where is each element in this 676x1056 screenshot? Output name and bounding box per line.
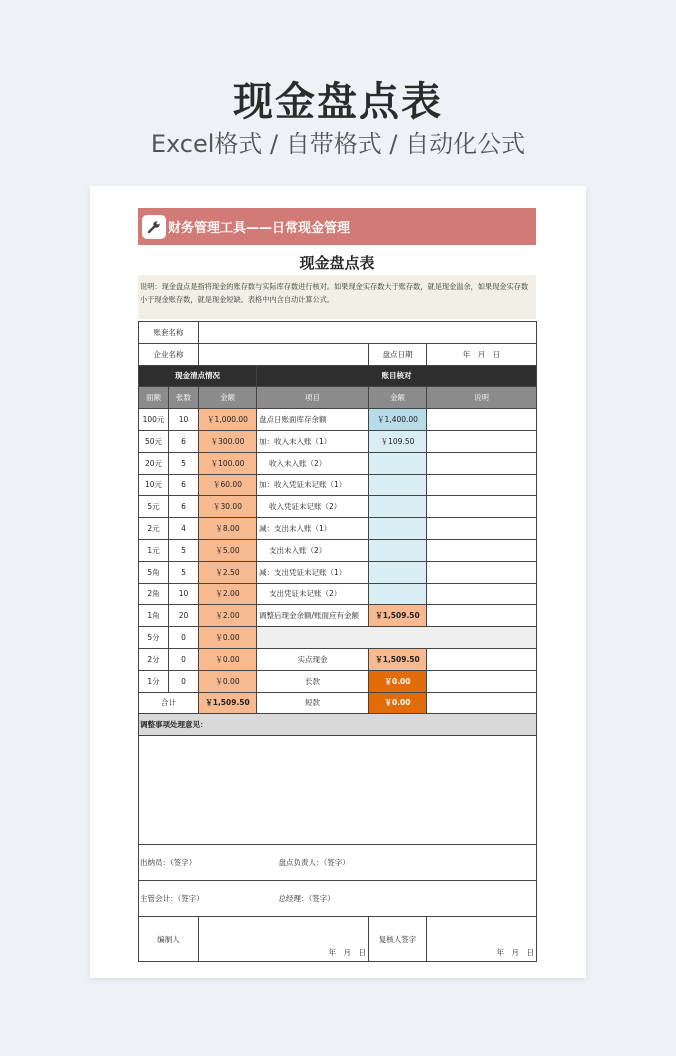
count-cell[interactable]: 0 <box>169 627 199 649</box>
count-cell[interactable]: 10 <box>169 583 199 605</box>
col-amount: 金额 <box>199 387 257 409</box>
wrench-icon <box>142 215 166 239</box>
table-row <box>139 627 537 649</box>
reconcile-amount-cell[interactable] <box>369 561 427 583</box>
denomination-cell: 1分 <box>139 670 169 692</box>
hero-title: 现金盘点表 <box>233 79 443 125</box>
reconcile-amount-cell[interactable] <box>369 452 427 474</box>
col-count: 张数 <box>169 387 199 409</box>
short-label: 短款 <box>257 692 369 714</box>
count-cell[interactable]: 6 <box>169 474 199 496</box>
denomination-cell: 100元 <box>139 409 169 431</box>
reconcile-amount-cell[interactable]: ￥1,509.50 <box>369 648 427 670</box>
count-cell[interactable]: 5 <box>169 539 199 561</box>
table-row <box>139 605 537 627</box>
reconcile-amount-cell[interactable]: ￥0.00 <box>369 670 427 692</box>
table-row <box>139 474 537 496</box>
opinion-label: 调整事项处理意见： <box>139 714 537 736</box>
reconcile-amount-cell[interactable]: ￥1,400.00 <box>369 409 427 431</box>
section-reconcile: 账目核对 <box>257 365 537 387</box>
total-label: 合计 <box>139 692 199 714</box>
amount-cell: ￥0.00 <box>199 648 257 670</box>
item-cell: 加：收入凭证未记账（1） <box>257 474 369 496</box>
amount-cell: ￥1,000.00 <box>199 409 257 431</box>
blank-cell <box>257 627 537 649</box>
table-row <box>139 539 537 561</box>
amount-cell: ￥5.00 <box>199 539 257 561</box>
date-value[interactable]: 年 月 日 <box>427 343 537 365</box>
col-amount2: 金额 <box>369 387 427 409</box>
reconcile-amount-cell[interactable] <box>369 518 427 540</box>
remark-cell[interactable] <box>427 496 537 518</box>
col-remark: 说明 <box>427 387 537 409</box>
count-cell[interactable]: 10 <box>169 409 199 431</box>
amount-cell: ￥0.00 <box>199 670 257 692</box>
preparer-date[interactable]: 年 月 日 <box>199 917 369 962</box>
doc-title: 现金盘点表 <box>299 254 375 272</box>
denomination-cell: 1元 <box>139 539 169 561</box>
count-cell[interactable]: 5 <box>169 561 199 583</box>
denomination-cell: 2分 <box>139 648 169 670</box>
remark-cell[interactable] <box>427 430 537 452</box>
denomination-cell: 2角 <box>139 583 169 605</box>
account-label: 账套名称 <box>139 322 199 344</box>
denomination-cell: 5分 <box>139 627 169 649</box>
denomination-cell: 2元 <box>139 518 169 540</box>
item-cell: 收入未入账（2） <box>257 452 369 474</box>
denomination-cell: 1角 <box>139 605 169 627</box>
amount-cell: ￥2.00 <box>199 605 257 627</box>
count-cell[interactable]: 0 <box>169 648 199 670</box>
banner-text: 财务管理工具——日常现金管理 <box>168 221 351 236</box>
reviewer-label: 复核人签字 <box>369 917 427 962</box>
table-row <box>139 583 537 605</box>
company-value[interactable] <box>199 343 369 365</box>
amount-cell: ￥30.00 <box>199 496 257 518</box>
amount-cell: ￥2.00 <box>199 583 257 605</box>
remark-cell[interactable] <box>427 409 537 431</box>
remark-cell[interactable] <box>427 648 537 670</box>
hero-subtitle: Excel格式 / 自带格式 / 自动化公式 <box>150 130 526 158</box>
amount-cell: ￥300.00 <box>199 430 257 452</box>
reconcile-amount-cell[interactable]: ￥109.50 <box>369 430 427 452</box>
remark-cell[interactable] <box>427 561 537 583</box>
remark-cell[interactable] <box>427 518 537 540</box>
banner <box>138 208 536 245</box>
short-amount: ￥0.00 <box>369 692 427 714</box>
denomination-cell: 20元 <box>139 452 169 474</box>
reviewer-date[interactable]: 年 月 日 <box>427 917 537 962</box>
count-cell[interactable]: 0 <box>169 670 199 692</box>
item-cell: 支出凭证未记账（2） <box>257 583 369 605</box>
table-row <box>139 409 537 431</box>
note: 说明：现金盘点是指将现金的账存数与实际库存数进行核对。如果现金实存数大于账存数，就是现金溢余，如果现金实存数小于现金账存数，就是现金短缺。表格中内含自动计算公式。 <box>138 275 536 319</box>
company-label: 企业名称 <box>139 343 199 365</box>
amount-cell: ￥100.00 <box>199 452 257 474</box>
total-amount: ￥1,509.50 <box>199 692 257 714</box>
preparer-label: 编制人 <box>139 917 199 962</box>
table-row <box>139 518 537 540</box>
denomination-cell: 50元 <box>139 430 169 452</box>
reconcile-amount-cell[interactable] <box>369 539 427 561</box>
count-cell[interactable]: 6 <box>169 496 199 518</box>
item-cell: 收入凭证未记账（2） <box>257 496 369 518</box>
denomination-cell: 5元 <box>139 496 169 518</box>
count-cell[interactable]: 6 <box>169 430 199 452</box>
denomination-cell: 5角 <box>139 561 169 583</box>
col-item: 项目 <box>257 387 369 409</box>
remark-cell[interactable] <box>427 474 537 496</box>
amount-cell: ￥8.00 <box>199 518 257 540</box>
remark-cell[interactable] <box>427 452 537 474</box>
item-cell: 支出未入账（2） <box>257 539 369 561</box>
item-cell: 盘点日账面库存余额 <box>257 409 369 431</box>
remark-cell[interactable] <box>427 670 537 692</box>
cashier-sign[interactable]: 出纳员：（签字） <box>139 845 257 881</box>
col-denomination: 面额 <box>139 387 169 409</box>
short-remark[interactable] <box>427 692 537 714</box>
item-cell: 实点现金 <box>257 648 369 670</box>
table-row <box>139 648 537 670</box>
remark-cell[interactable] <box>427 605 537 627</box>
amount-cell: ￥0.00 <box>199 627 257 649</box>
item-cell: 减：支出未入账（1） <box>257 518 369 540</box>
reconcile-amount-cell[interactable] <box>369 583 427 605</box>
opinion-area[interactable] <box>139 736 537 845</box>
item-cell: 加：收入未入账（1） <box>257 430 369 452</box>
count-cell[interactable]: 5 <box>169 452 199 474</box>
document-preview <box>90 186 586 978</box>
item-cell: 长款 <box>257 670 369 692</box>
amount-cell: ￥2.50 <box>199 561 257 583</box>
reconcile-amount-cell[interactable]: ￥1,509.50 <box>369 605 427 627</box>
count-cell[interactable]: 4 <box>169 518 199 540</box>
table-row <box>139 430 537 452</box>
amount-cell: ￥60.00 <box>199 474 257 496</box>
cash-count-table <box>138 321 537 962</box>
manager-sign[interactable]: 总经理：（签字） <box>257 881 537 917</box>
table-row <box>139 561 537 583</box>
item-cell: 调整后现金余额/账面应有金额 <box>257 605 369 627</box>
account-value[interactable] <box>199 322 537 344</box>
count-cell[interactable]: 20 <box>169 605 199 627</box>
table-row <box>139 670 537 692</box>
table-row <box>139 496 537 518</box>
item-cell: 减：支出凭证未记账（1） <box>257 561 369 583</box>
section-cash-count: 现金清点情况 <box>139 365 257 387</box>
supervisor-sign[interactable]: 盘点负责人：（签字） <box>257 845 537 881</box>
denomination-cell: 10元 <box>139 474 169 496</box>
reconcile-amount-cell[interactable] <box>369 474 427 496</box>
accountant-sign[interactable]: 主管会计：（签字） <box>139 881 257 917</box>
date-label: 盘点日期 <box>369 343 427 365</box>
remark-cell[interactable] <box>427 583 537 605</box>
remark-cell[interactable] <box>427 539 537 561</box>
table-row <box>139 452 537 474</box>
reconcile-amount-cell[interactable] <box>369 496 427 518</box>
